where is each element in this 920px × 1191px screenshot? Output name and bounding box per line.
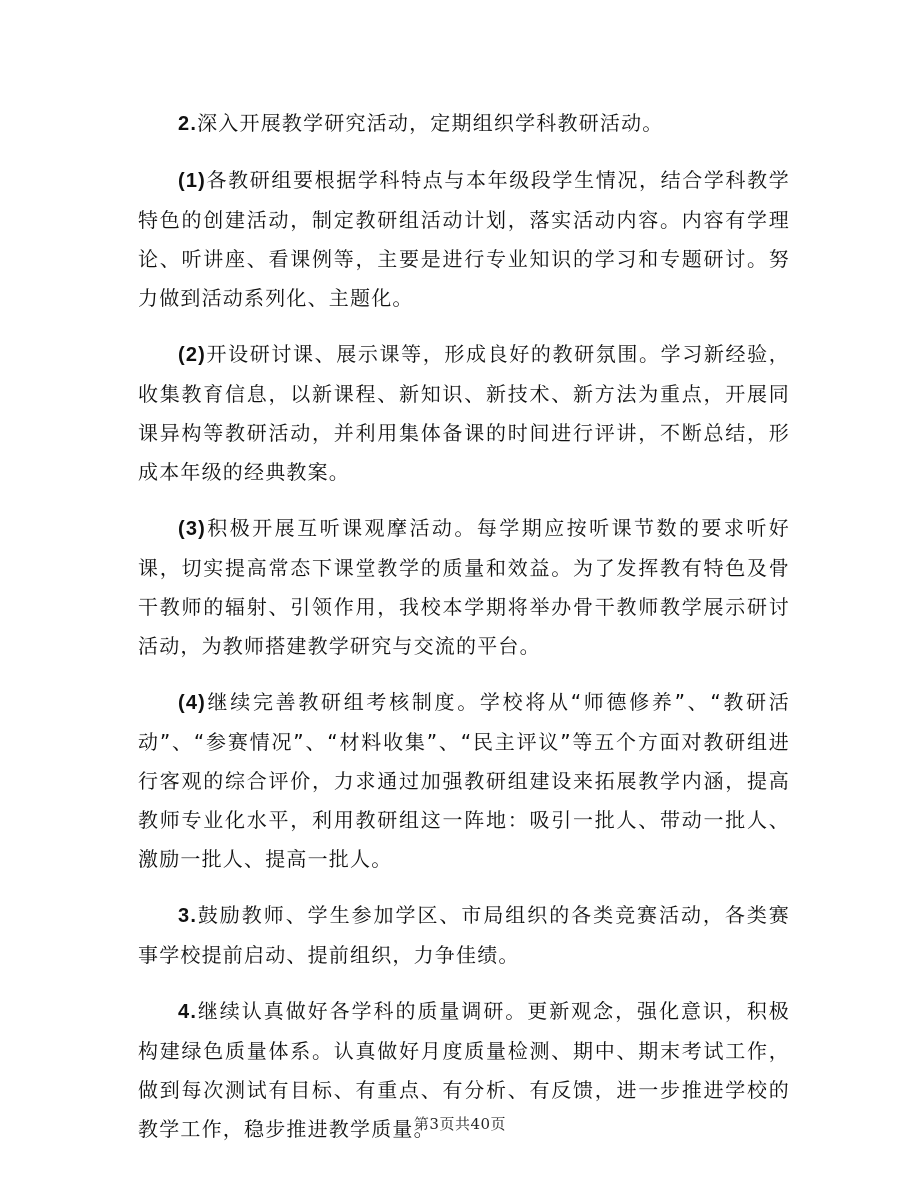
paragraph-text: 各教研组要根据学科特点与本年级段学生情况，结合学科教学特色的创建活动，制定教研组活动计划，落实活动内容。内容有学理论、听讲座、看课例等，主要是进行专业知识的学习和专题研讨。努力做到活动系列化、主题化。 [138, 168, 790, 310]
paragraph-3 [138, 896, 790, 975]
paragraph-text: 继续完善教研组考核制度。学校将从“师德修养”、“教研活动”、“参赛情况”、“材料收集”、“民主评议”等五个方面对教研组进行客观的综合评价，力求通过加强教研组建设来拓展教学内涵，提高教师专业化水平，利用教研组这一阵地：吸引一批人、带动一批人、激励一批人、提高一批人。 [138, 690, 790, 871]
paragraph-text: 开设研讨课、展示课等，形成良好的教研氛围。学习新经验，收集教育信息，以新课程、新知识、新技术、新方法为重点，开展同课异构等教研活动，并利用集体备课的时间进行评讲，不断总结，形成本年级的经典教案。 [138, 342, 790, 484]
paragraph-number: (3) [178, 518, 207, 540]
paragraph-text: 鼓励教师、学生参加学区、市局组织的各类竞赛活动，各类赛事学校提前启动、提前组织，力争佳绩。 [138, 903, 790, 967]
paragraph-number: 3. [178, 905, 198, 927]
paragraph-text: 深入开展教学研究活动，定期组织学科教研活动。 [197, 111, 664, 135]
paragraph-number: (1) [178, 170, 207, 192]
paragraph-2-3 [138, 509, 790, 666]
paragraph-text: 继续认真做好各学科的质量调研。更新观念，强化意识，积极构建绿色质量体系。认真做好月度质量检测、期中、期末考试工作，做到每次测试有目标、有重点、有分析、有反馈，进一步推进学校的教学工作，稳步推进教学质量。 [138, 999, 790, 1141]
page-number-footer: 第3页共40页 [413, 1115, 507, 1133]
paragraph-number: (4) [178, 692, 207, 714]
paragraph-2-1 [138, 161, 790, 318]
paragraph-2-2 [138, 335, 790, 492]
document-body [138, 104, 790, 1166]
paragraph-2-4 [138, 683, 790, 879]
paragraph-number: 4. [178, 1001, 198, 1023]
paragraph-2 [138, 104, 790, 144]
paragraph-text: 积极开展互听课观摩活动。每学期应按听课节数的要求听好课，切实提高常态下课堂教学的质量和效益。为了发挥教有特色及骨干教师的辐射、引领作用，我校本学期将举办骨干教师教学展示研讨活动，为教师搭建教学研究与交流的平台。 [138, 516, 790, 658]
paragraph-number: 2. [178, 113, 198, 135]
paragraph-number: (2) [178, 344, 207, 366]
